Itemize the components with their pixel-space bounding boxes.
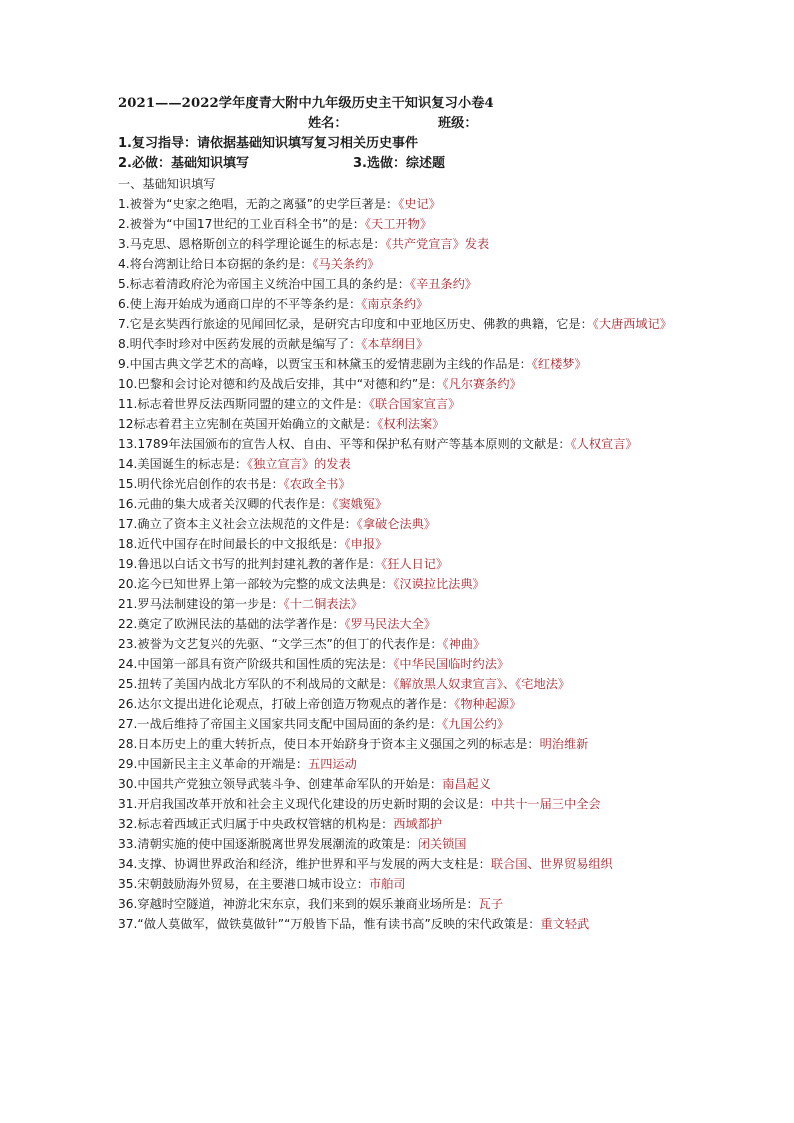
answer-text: 《九国公约》 xyxy=(442,717,510,731)
answer-text: 《辛丑条约》 xyxy=(409,277,477,291)
question-text: 24.中国第一部具有资产阶级共和国性质的宪法是： xyxy=(118,657,394,671)
answer-text: 五四运动 xyxy=(308,757,357,771)
answer-text: 《拿破仑法典》 xyxy=(356,517,436,531)
answer-text: 《解放黑人奴隶宣言》、《宅地法》 xyxy=(393,677,571,691)
question-text: 35.宋朝鼓励海外贸易，在主要港口城市设立： xyxy=(118,877,369,891)
question-text: 33.清朝实施的使中国逐渐脱离世界发展潮流的政策是： xyxy=(118,837,418,851)
answer-text: 《权利法案》 xyxy=(377,417,445,431)
question-text: 22.奠定了欧洲民法的基础的法学著作是： xyxy=(118,617,345,631)
answer-text: 闭关锁国 xyxy=(417,837,467,851)
question-text: 34.支撑、协调世界政治和经济，维护世界和平与发展的两大支柱是： xyxy=(118,857,491,871)
question-text: 2.被誉为“中国17世纪的工业百科全书”的是： xyxy=(118,217,365,231)
question-item xyxy=(118,674,684,694)
answer-text: 《独立宣言》的发表 xyxy=(247,457,351,471)
optional-task: 3.选做：综述题 xyxy=(353,156,445,171)
worksheet-title: 2021——2022学年度青大附中九年级历史主干知识复习小卷4 xyxy=(118,96,494,111)
question-text: 16.元曲的集大成者关汉卿的代表作是： xyxy=(118,497,333,511)
answer-text: 市舶司 xyxy=(368,877,406,891)
answer-text: 《中华民国临时约法》 xyxy=(393,657,510,671)
question-text: 25.扭转了美国内战北方军队的不利战局的文献是： xyxy=(118,677,394,691)
question-item xyxy=(118,294,684,314)
question-item xyxy=(118,334,684,354)
question-text: 10.巴黎和会讨论对德和约及战后安排，其中“对德和约”是： xyxy=(118,377,443,391)
question-item xyxy=(118,614,684,634)
answer-text: 《十二铜表法》 xyxy=(283,597,363,611)
question-item xyxy=(118,814,684,834)
question-text: 21.罗马法制建设的第一步是： xyxy=(118,597,284,611)
answer-text: 《狂人日记》 xyxy=(381,557,449,571)
question-item xyxy=(118,494,684,514)
answer-text: 《本草纲目》 xyxy=(361,337,429,351)
question-text: 23.被誉为文艺复兴的先驱、“文学三杰”的但丁的代表作是： xyxy=(118,637,443,651)
answer-text: 《共产党宣言》发表 xyxy=(385,237,490,251)
question-text: 7.它是玄奘西行旅途的见闻回忆录，是研究古印度和中亚地区历史、佛教的典籍，它是： xyxy=(118,317,593,331)
question-item xyxy=(118,454,684,474)
answer-text: 南昌起义 xyxy=(442,777,491,791)
task-requirements xyxy=(118,154,684,174)
required-task: 2.必做：基础知识填写 xyxy=(118,156,249,171)
question-item xyxy=(118,534,684,554)
question-text: 30.中国共产党独立领导武装斗争、创建革命军队的开始是： xyxy=(118,777,443,791)
question-item xyxy=(118,834,684,854)
question-item xyxy=(118,314,684,334)
answer-text: 重文轻武 xyxy=(540,917,590,931)
answer-text: 《史记》 xyxy=(398,197,441,211)
answer-text: 《人权宣言》 xyxy=(570,437,638,451)
answer-text: 瓦子 xyxy=(478,897,504,911)
question-text: 9.中国古典文学艺术的高峰，以贾宝玉和林黛玉的爱情悲剧为主线的作品是： xyxy=(118,357,532,371)
answer-text: 西域都护 xyxy=(393,817,443,831)
question-item xyxy=(118,354,684,374)
question-item xyxy=(118,794,684,814)
question-text: 28.日本历史上的重大转折点，使日本开始跻身于资本主义强国之列的标志是： xyxy=(118,737,540,751)
question-item xyxy=(118,914,684,934)
question-item xyxy=(118,514,684,534)
name-label: 姓名： xyxy=(308,116,348,131)
question-text: 4.将台湾割让给日本窃据的条约是： xyxy=(118,257,313,271)
answer-text: 明治维新 xyxy=(539,737,589,751)
question-text: 8.明代李时珍对中医药发展的贡献是编写了： xyxy=(118,337,362,351)
question-item xyxy=(118,714,684,734)
answer-text: 《汉谟拉比法典》 xyxy=(393,577,485,591)
question-item xyxy=(118,394,684,414)
student-info-row xyxy=(118,114,684,134)
question-item xyxy=(118,694,684,714)
question-text: 26.达尔文提出进化论观点，打破上帝创造万物观点的著作是： xyxy=(118,697,455,711)
answer-text: 《罗马民法大全》 xyxy=(344,617,436,631)
question-item xyxy=(118,274,684,294)
question-item xyxy=(118,214,684,234)
question-text: 1.被誉为“史家之绝唱，无韵之离骚”的史学巨著是： xyxy=(118,197,399,211)
question-item xyxy=(118,234,684,254)
question-item xyxy=(118,194,684,214)
answer-text: 《神曲》 xyxy=(442,637,486,651)
question-item xyxy=(118,654,684,674)
answer-text: 《农政全书》 xyxy=(283,477,351,491)
question-text: 32.标志着西域正式归属于中央政权管辖的机构是： xyxy=(118,817,394,831)
answer-text: 《凡尔赛条约》 xyxy=(442,377,522,391)
question-text: 11.标志着世界反法西斯同盟的建立的文件是： xyxy=(118,397,369,411)
question-text: 31.开启我国改革开放和社会主义现代化建设的历史新时期的会议是： xyxy=(118,797,491,811)
question-text: 18.近代中国存在时间最长的中文报纸是： xyxy=(118,537,345,551)
question-text: 29.中国新民主主义革命的开端是： xyxy=(118,757,309,771)
worksheet-page xyxy=(118,94,684,934)
answer-text: 《南京条约》 xyxy=(361,297,429,311)
answer-text: 《窦娥冤》 xyxy=(332,497,388,511)
class-label: 班级： xyxy=(438,116,478,131)
answer-text: 中共十一届三中全会 xyxy=(490,797,601,811)
question-item xyxy=(118,254,684,274)
question-text: 19.鲁迅以白话文书写的批判封建礼教的著作是： xyxy=(118,557,382,571)
answer-text: 《联合国家宣言》 xyxy=(368,397,461,411)
question-text: 17.确立了资本主义社会立法规范的文件是： xyxy=(118,517,357,531)
question-text: 20.迄今已知世界上第一部较为完整的成文法典是： xyxy=(118,577,394,591)
question-item xyxy=(118,474,684,494)
question-text: 13.1789年法国颁布的宣告人权、自由、平等和保护私有财产等基本原则的文献是： xyxy=(118,437,571,451)
question-item xyxy=(118,634,684,654)
answer-text: 《红楼梦》 xyxy=(531,357,587,371)
question-item xyxy=(118,374,684,394)
question-text: 15.明代徐光启创作的农书是： xyxy=(118,477,284,491)
question-text: 5.标志着清政府沦为帝国主义统治中国工具的条约是： xyxy=(118,277,410,291)
question-item xyxy=(118,574,684,594)
question-list xyxy=(118,194,684,934)
question-item xyxy=(118,554,684,574)
section-heading: 一、基础知识填写 xyxy=(118,177,216,191)
question-item xyxy=(118,894,684,914)
question-item xyxy=(118,434,684,454)
review-guide: 1.复习指导：请依据基础知识填写复习相关历史事件 xyxy=(118,136,418,151)
question-text: 12标志着君主立宪制在英国开始确立的文献是： xyxy=(118,417,378,431)
question-text: 37.“做人莫做军，做铁莫做针”“万般皆下品，惟有读书高”反映的宋代政策是： xyxy=(118,917,541,931)
question-text: 36.穿越时空隧道，神游北宋东京，我们来到的娱乐兼商业场所是： xyxy=(118,897,479,911)
question-item xyxy=(118,854,684,874)
question-item xyxy=(118,754,684,774)
question-item xyxy=(118,414,684,434)
question-text: 6.使上海开始成为通商口岸的不平等条约是： xyxy=(118,297,362,311)
question-text: 27.一战后维持了帝国主义国家共同支配中国局面的条约是： xyxy=(118,717,443,731)
question-text: 3.马克思、恩格斯创立的科学理论诞生的标志是： xyxy=(118,237,386,251)
question-item xyxy=(118,734,684,754)
answer-text: 《天工开物》 xyxy=(364,217,432,231)
answer-text: 《马关条约》 xyxy=(312,257,380,271)
question-text: 14.美国诞生的标志是： xyxy=(118,457,248,471)
answer-text: 联合国、世界贸易组织 xyxy=(490,857,613,871)
answer-text: 《申报》 xyxy=(344,537,388,551)
question-item xyxy=(118,874,684,894)
question-item xyxy=(118,594,684,614)
question-item xyxy=(118,774,684,794)
answer-text: 《大唐西域记》 xyxy=(592,317,672,331)
answer-text: 《物种起源》 xyxy=(454,697,522,711)
